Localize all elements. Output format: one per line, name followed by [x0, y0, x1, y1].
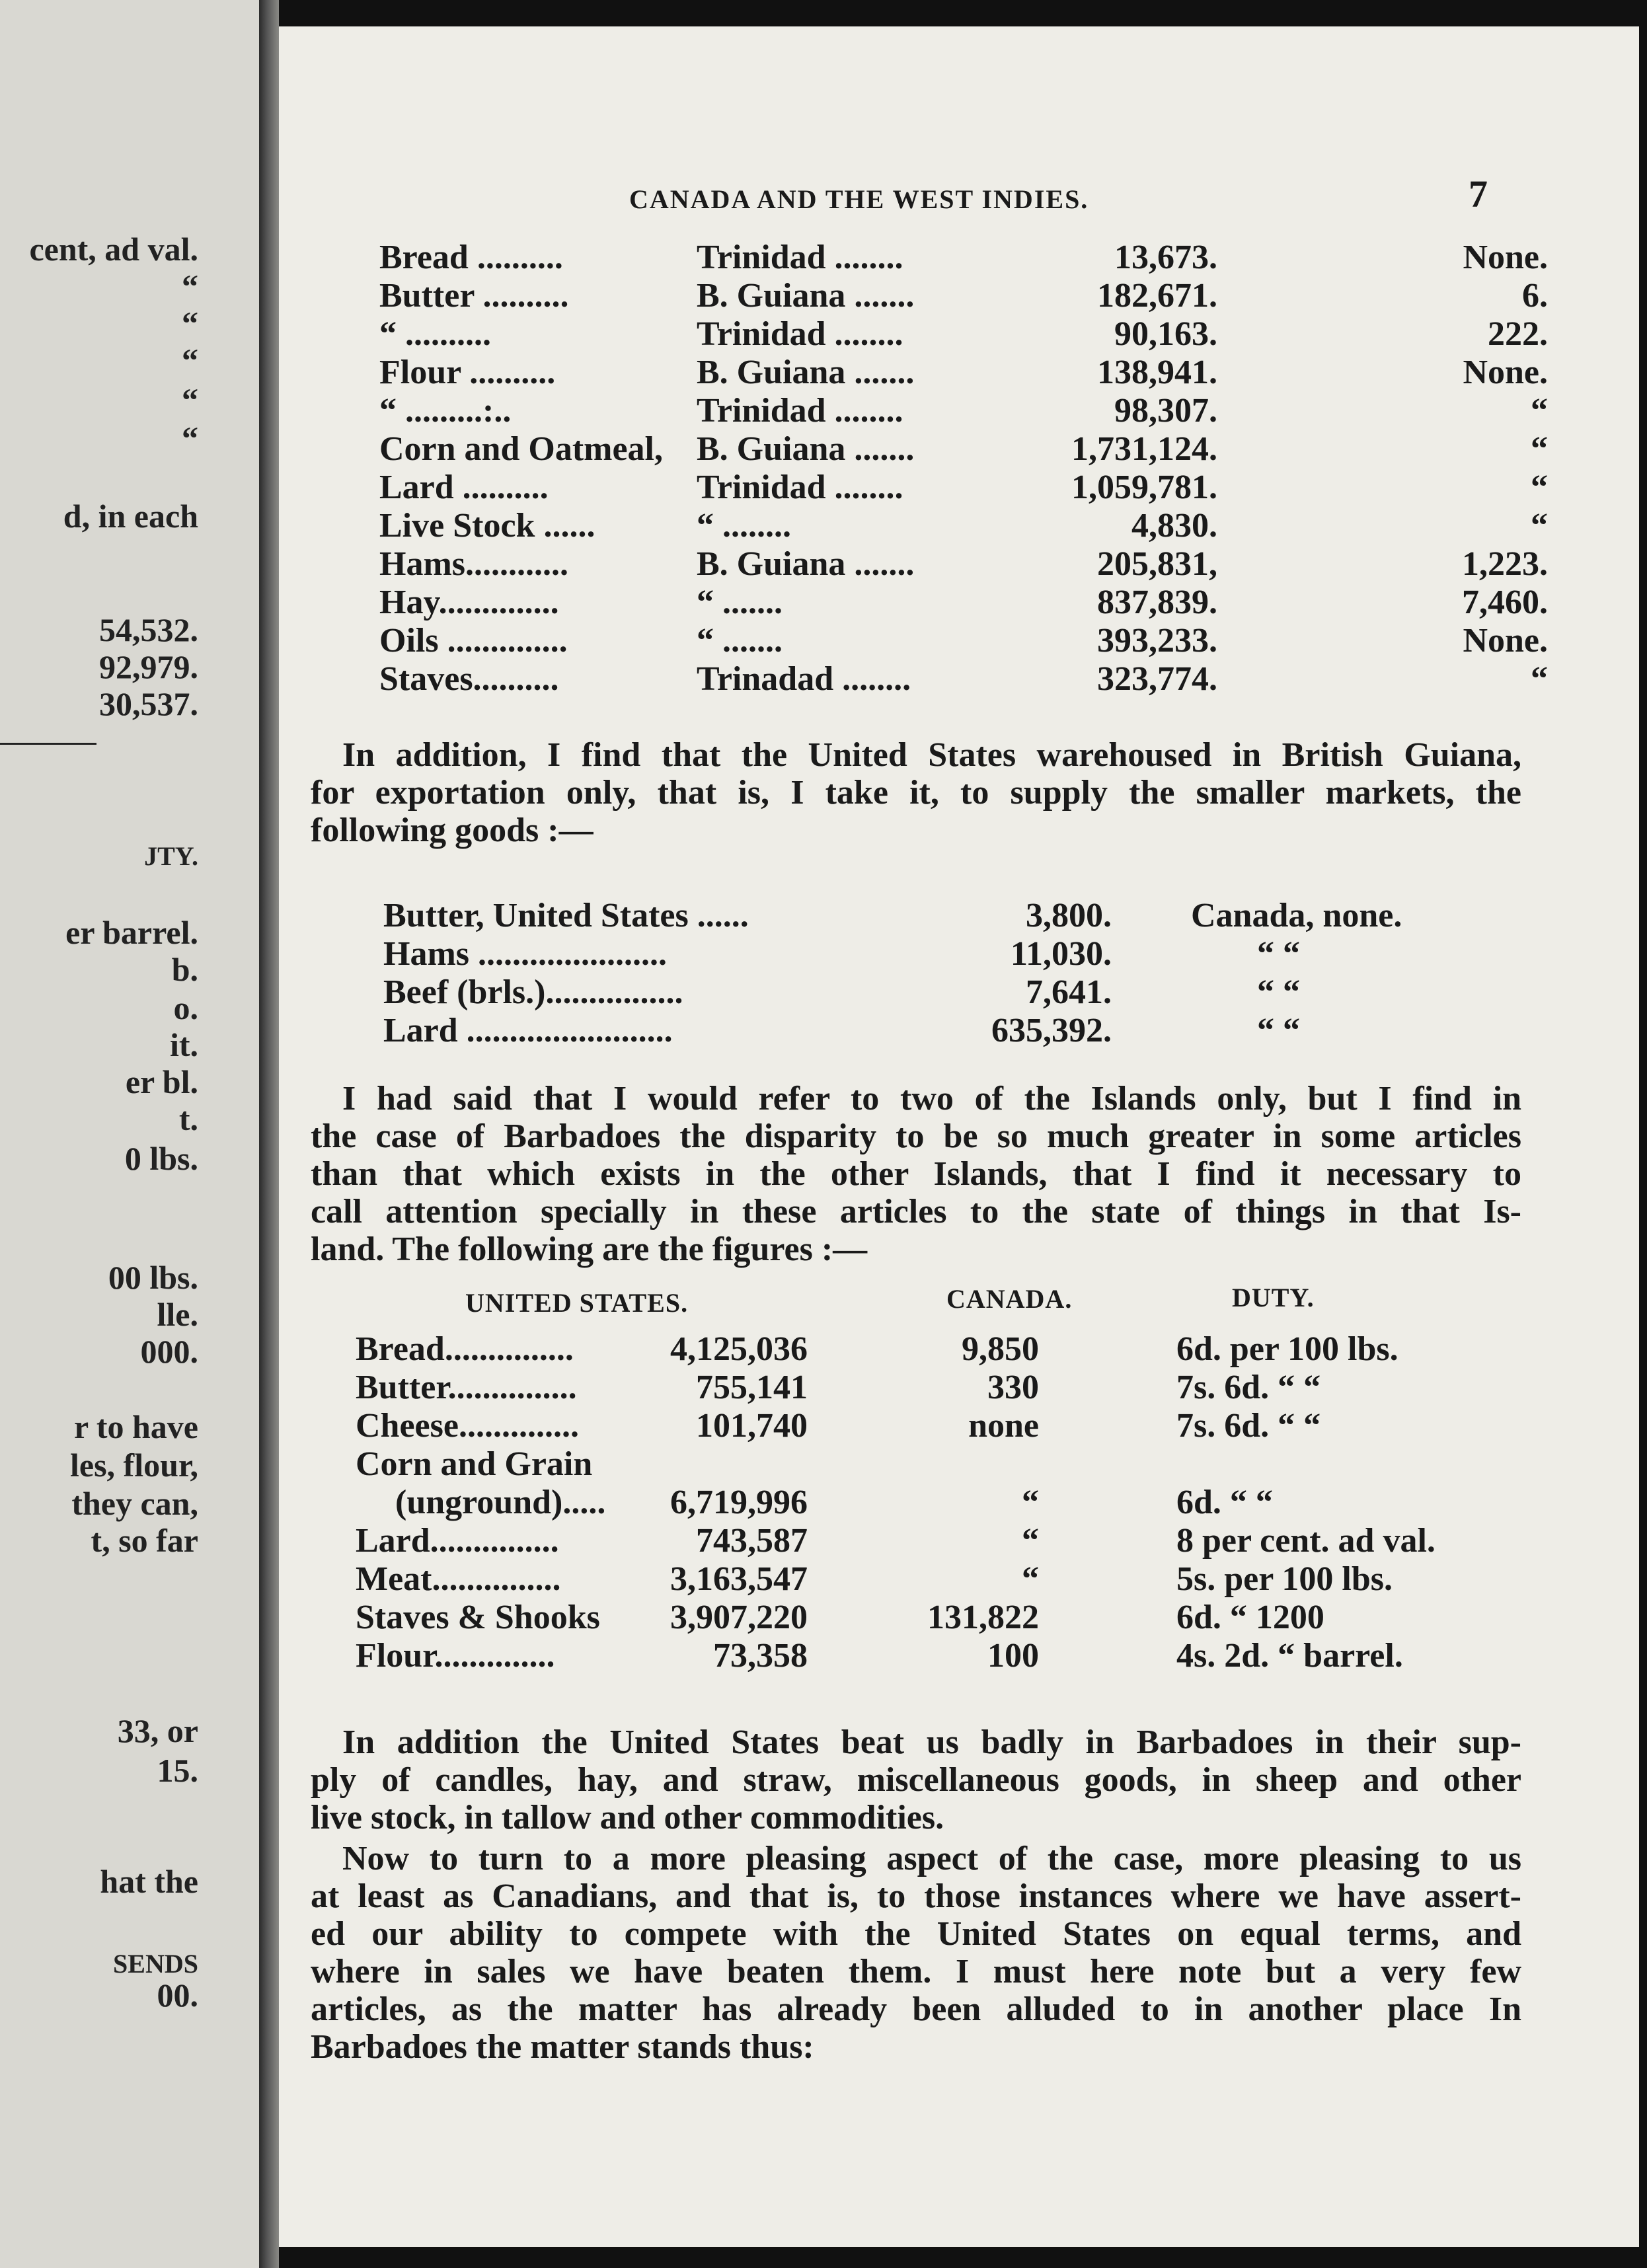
item-cell: Bread............... — [356, 1330, 574, 1368]
table-row — [279, 1011, 1639, 1049]
item-cell: Staves & Shooks — [356, 1599, 600, 1636]
us-cell: 101,740 — [696, 1407, 808, 1445]
item-cell: Beef (brls.)................ — [383, 973, 683, 1011]
running-title: CANADA AND THE WEST INDIES. — [629, 184, 1089, 214]
paragraph — [311, 1080, 1521, 1268]
book-gutter — [259, 0, 279, 2268]
us-cell: 6,719,996 — [670, 1484, 808, 1521]
text-line: articles, as the matter has already been alluded to in another place In — [311, 1990, 1521, 2028]
text-line: In addition, I find that the United States warehoused in British Guiana, — [342, 736, 1521, 774]
item-cell: Corn and Grain — [356, 1445, 593, 1483]
text-line: following goods :— — [311, 812, 594, 849]
place-cell: “ ....... — [697, 584, 783, 621]
text-line: I had said that I would refer to two of the Islands only, but I find in — [342, 1080, 1521, 1117]
paragraph — [311, 1723, 1521, 1836]
table-row — [279, 1406, 1639, 1445]
paragraph — [311, 1840, 1521, 2066]
value-cell: 1,059,781. — [1071, 469, 1217, 506]
value-cell: 4,830. — [1131, 507, 1217, 545]
duty-cell: 6d. per 100 lbs. — [1176, 1330, 1398, 1368]
text-line: than that which exists in the other Islands, that I find it necessary to — [311, 1155, 1521, 1193]
margin-fragment: 00 lbs. — [108, 1259, 198, 1296]
value-cell: 138,941. — [1097, 354, 1217, 391]
table-row — [279, 1445, 1639, 1483]
item-cell: Hams ...................... — [383, 935, 667, 973]
table-row — [279, 391, 1639, 430]
item-cell: Butter............... — [356, 1369, 577, 1406]
item-cell: Lard............... — [356, 1522, 559, 1560]
value-cell: 1,731,124. — [1071, 430, 1217, 468]
text-line: for exportation only, that is, I take it, to supply the smaller markets, the — [311, 774, 1521, 812]
us-cell: 3,907,220 — [670, 1599, 808, 1636]
table-row — [279, 621, 1639, 660]
table-row — [279, 1598, 1639, 1636]
item-cell: Corn and Oatmeal, — [379, 430, 663, 468]
margin-fragment: er bl. — [125, 1063, 198, 1100]
column-header-duty: DUTY. — [1232, 1283, 1315, 1312]
duty-cell: 4s. 2d. “ barrel. — [1176, 1637, 1403, 1675]
item-cell: Lard ........................ — [383, 1012, 673, 1049]
place-cell: Trinidad ........ — [697, 315, 903, 353]
item-cell: (unground)..... — [395, 1484, 606, 1521]
canada-cell: none — [968, 1407, 1039, 1445]
canada-cell: None. — [1463, 239, 1548, 276]
item-cell: Bread .......... — [379, 239, 563, 276]
text-line: ply of candles, hay, and straw, miscellaneous goods, in sheep and other — [311, 1761, 1521, 1799]
text-line: call attention specially in these articles to the state of things in that Is- — [311, 1193, 1521, 1230]
value-cell: 90,163. — [1114, 315, 1217, 353]
table-row — [279, 583, 1639, 621]
margin-fragment: “ — [182, 305, 198, 342]
margin-fragment: “ — [182, 268, 198, 305]
value-cell: 7,641. — [1026, 973, 1112, 1011]
margin-fragment: les, flour, — [70, 1447, 198, 1484]
table-row — [279, 1521, 1639, 1560]
book-page — [279, 26, 1639, 2247]
margin-fragment: b. — [171, 951, 198, 988]
item-cell: Lard .......... — [379, 469, 549, 506]
table-row — [279, 973, 1639, 1011]
canada-cell: 330 — [987, 1369, 1039, 1406]
text-line: where in sales we have beaten them. I must here note but a very few — [311, 1953, 1521, 1990]
value-cell: 205,831, — [1097, 545, 1217, 583]
item-cell: Cheese.............. — [356, 1407, 579, 1445]
value-cell: 635,392. — [991, 1012, 1112, 1049]
item-cell: “ .......... — [379, 315, 491, 353]
table-row — [279, 506, 1639, 545]
us-cell: 4,125,036 — [670, 1330, 808, 1368]
canada-cell: “ — [1022, 1484, 1039, 1521]
margin-fragment: “ — [182, 420, 198, 457]
table-row — [279, 1483, 1639, 1521]
value-cell: 182,671. — [1097, 277, 1217, 315]
canada-cell: “ — [1022, 1560, 1039, 1598]
value-cell: 323,774. — [1097, 660, 1217, 698]
table-row — [279, 1368, 1639, 1406]
canada-cell: 131,822 — [927, 1599, 1039, 1636]
margin-fragment: SENDS — [113, 1949, 198, 1979]
canada-cell: “ — [1531, 469, 1548, 506]
place-cell: Trinidad ........ — [697, 239, 903, 276]
item-cell: Oils .............. — [379, 622, 568, 660]
canada-cell: 222. — [1488, 315, 1548, 353]
canada-cell: None. — [1463, 354, 1548, 391]
canada-cell: “ “ — [1257, 935, 1300, 973]
margin-fragment: “ — [182, 381, 198, 418]
canada-cell: “ “ — [1257, 973, 1300, 1011]
canada-cell: “ “ — [1257, 1012, 1300, 1049]
value-cell: 837,839. — [1097, 584, 1217, 621]
margin-fragment: d, in each — [63, 498, 198, 535]
place-cell: B. Guiana ....... — [697, 430, 915, 468]
column-header-united-states: UNITED STATES. — [465, 1288, 689, 1318]
margin-fragment: they can, — [71, 1485, 198, 1522]
duty-cell: 7s. 6d. “ “ — [1176, 1369, 1321, 1406]
item-cell: Hams............ — [379, 545, 568, 583]
item-cell: Butter .......... — [379, 277, 569, 315]
margin-fragment: 33, or — [117, 1712, 198, 1749]
canada-cell: 9,850 — [962, 1330, 1039, 1368]
margin-fragment: JTY. — [144, 841, 198, 871]
margin-fragment: it. — [169, 1026, 198, 1063]
margin-fragment: cent, ad val. — [29, 231, 198, 268]
value-cell: 13,673. — [1114, 239, 1217, 276]
us-cell: 743,587 — [696, 1522, 808, 1560]
item-cell: “ .........:.. — [379, 392, 512, 430]
text-line: at least as Canadians, and that is, to those instances where we have assert- — [311, 1877, 1521, 1915]
item-cell: Hay.............. — [379, 584, 559, 621]
place-cell: B. Guiana ....... — [697, 277, 915, 315]
table-row — [279, 468, 1639, 506]
rule — [0, 743, 96, 745]
canada-cell: 100 — [987, 1637, 1039, 1675]
us-cell: 73,358 — [713, 1637, 808, 1675]
us-cell: 3,163,547 — [670, 1560, 808, 1598]
duty-cell: 5s. per 100 lbs. — [1176, 1560, 1393, 1598]
text-line: In addition the United States beat us badly in Barbadoes in their sup- — [342, 1723, 1521, 1761]
column-header-canada: CANADA. — [946, 1284, 1073, 1314]
margin-fragment: o. — [173, 989, 198, 1026]
margin-fragment: “ — [182, 342, 198, 379]
table-row — [279, 1330, 1639, 1368]
place-cell: “ ....... — [697, 622, 783, 660]
duty-cell: 6d. “ 1200 — [1176, 1599, 1324, 1636]
margin-fragment: 0 lbs. — [124, 1140, 198, 1177]
canada-cell: 1,223. — [1462, 545, 1548, 583]
place-cell: Trinidad ........ — [697, 392, 903, 430]
value-cell: 393,233. — [1097, 622, 1217, 660]
item-cell: Flour.............. — [356, 1637, 555, 1675]
margin-fragment: 15. — [157, 1752, 198, 1789]
table-row — [279, 238, 1639, 276]
place-cell: B. Guiana ....... — [697, 545, 915, 583]
table-row — [279, 276, 1639, 315]
text-line: ed our ability to compete with the United States on equal terms, and — [311, 1915, 1521, 1953]
duty-cell: 6d. “ “ — [1176, 1484, 1273, 1521]
item-cell: Meat............... — [356, 1560, 561, 1598]
margin-fragment: 00. — [157, 1977, 198, 2014]
canada-cell: 7,460. — [1462, 584, 1548, 621]
place-cell: Trinadad ........ — [697, 660, 911, 698]
table-row — [279, 934, 1639, 973]
table-row — [279, 315, 1639, 353]
margin-fragment: hat the — [100, 1863, 198, 1900]
value-cell: 11,030. — [1010, 935, 1112, 973]
margin-fragment: t, so far — [91, 1522, 198, 1559]
table-row — [279, 1636, 1639, 1675]
margin-fragment: 000. — [140, 1333, 198, 1370]
canada-cell: “ — [1531, 430, 1548, 468]
margin-fragment: 30,537. — [99, 685, 198, 722]
item-cell: Staves.......... — [379, 660, 559, 698]
text-line: the case of Barbadoes the disparity to be so much greater in some articles — [311, 1117, 1521, 1155]
margin-fragment: er barrel. — [65, 914, 198, 951]
value-cell: 98,307. — [1114, 392, 1217, 430]
table-row — [279, 896, 1639, 934]
table-row — [279, 430, 1639, 468]
table-row — [279, 1560, 1639, 1598]
text-line: Barbadoes the matter stands thus: — [311, 2028, 814, 2066]
margin-fragment: lle. — [157, 1296, 198, 1333]
item-cell: Butter, United States ...... — [383, 897, 749, 934]
canada-cell: “ — [1531, 507, 1548, 545]
text-line: Now to turn to a more pleasing aspect of the case, more pleasing to us — [342, 1840, 1521, 1877]
table-row — [279, 545, 1639, 583]
previous-page-strip — [0, 0, 259, 2268]
duty-cell: 7s. 6d. “ “ — [1176, 1407, 1321, 1445]
paragraph — [311, 736, 1521, 849]
table-row — [279, 660, 1639, 698]
canada-cell: 6. — [1522, 277, 1548, 315]
margin-fragment: t. — [178, 1100, 198, 1137]
canada-cell: “ — [1531, 392, 1548, 430]
text-line: land. The following are the figures :— — [311, 1230, 868, 1268]
place-cell: “ ........ — [697, 507, 791, 545]
margin-fragment: 92,979. — [99, 648, 198, 685]
item-cell: Flour .......... — [379, 354, 556, 391]
text-line: live stock, in tallow and other commodities. — [311, 1799, 944, 1836]
margin-fragment: 54,532. — [99, 611, 198, 648]
canada-cell: “ — [1531, 660, 1548, 698]
canada-cell: “ — [1022, 1522, 1039, 1560]
margin-fragment: r to have — [74, 1408, 198, 1445]
us-cell: 755,141 — [696, 1369, 808, 1406]
place-cell: Trinidad ........ — [697, 469, 903, 506]
page-number: 7 — [1469, 172, 1488, 215]
table-row — [279, 353, 1639, 391]
item-cell: Live Stock ...... — [379, 507, 595, 545]
value-cell: 3,800. — [1026, 897, 1112, 934]
place-cell: B. Guiana ....... — [697, 354, 915, 391]
canada-cell: Canada, none. — [1191, 897, 1402, 934]
duty-cell: 8 per cent. ad val. — [1176, 1522, 1436, 1560]
canada-cell: None. — [1463, 622, 1548, 660]
